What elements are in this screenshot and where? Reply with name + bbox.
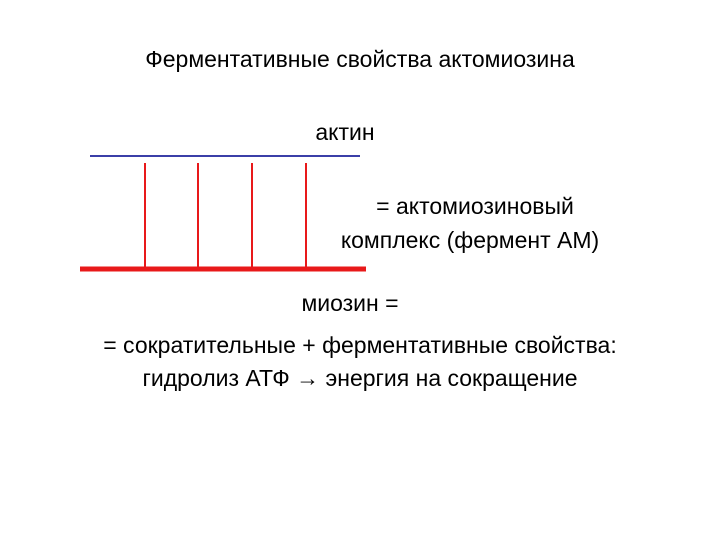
myosin-label: миозин = — [301, 290, 399, 316]
page-title: Ферментативные свойства актомиозина — [145, 46, 575, 72]
myosin-properties: = сократительные + ферментативные свойства: — [103, 332, 617, 358]
complex-label-line1: = актомиозиновый — [376, 193, 574, 219]
complex-label-line2: комплекс (фермент АМ) — [340, 227, 600, 253]
atp-hydrolysis-text: гидролиз АТФ → энергия на сокращение — [142, 365, 578, 391]
actin-label: актин — [315, 119, 375, 145]
